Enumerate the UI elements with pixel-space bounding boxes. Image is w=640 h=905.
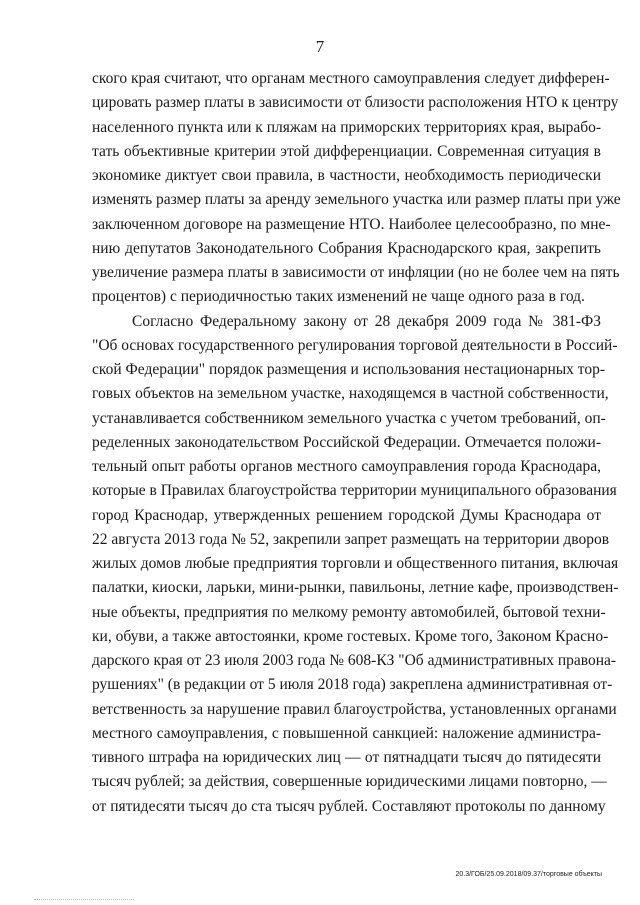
- document-body: [92, 67, 621, 819]
- text-line: заключенном договоре на размещение НТО. Наиболее целесообразно, по мне-: [92, 215, 611, 233]
- text-line: местного самоуправления, с повышенной санкцией: наложение администра-: [92, 724, 601, 742]
- text-line: от пятидесяти тысяч до ста тысяч рублей. Составляют протоколы по данному: [92, 797, 606, 815]
- text-line: Согласно Федеральному закону от 28 декабря 2009 года № 381-ФЗ: [132, 312, 601, 330]
- text-line: устанавливается собственником земельного участка с учетом требований, оп-: [92, 409, 606, 427]
- text-line: жилых домов любые предприятия торговли и общественного питания, включая: [92, 555, 619, 572]
- text-line: экономике диктует свои правила, в частности, необходимость периодически: [92, 167, 601, 184]
- page-number: 7: [315, 37, 325, 56]
- text-line: тельный опыт работы органов местного самоуправления города Краснодара,: [92, 458, 601, 475]
- text-line: изменять размер платы за аренду земельного участка или размер платы при уже: [92, 191, 621, 209]
- text-line: "Об основах государственного регулирования торговой деятельности в Россий-: [92, 336, 618, 354]
- text-line: говых объектов на земельном участке, находящемся в частной собственности,: [92, 385, 609, 403]
- text-line: город Краснодар, утвержденных решением городской Думы Краснодара от: [92, 506, 601, 524]
- text-line: ределенных законодательством Российской Федерации. Отмечается положи-: [92, 433, 601, 451]
- text-line: которые в Правилах благоустройства территории муниципального образования: [92, 482, 617, 500]
- text-line: процентов) с периодичностью таких изменений не чаще одного раза в год.: [92, 288, 585, 306]
- text-line: ветственность за нарушение правил благоустройства, установленных органами: [92, 700, 617, 718]
- scan-edge-divider: [34, 899, 134, 900]
- text-line: ской Федерации" порядок размещения и использования нестационарных тор-: [92, 361, 606, 378]
- text-line: палатки, киоски, ларьки, мини-рынки, павильоны, летние кафе, производствен-: [92, 579, 619, 597]
- text-line: населенного пункта или к пляжам на приморских территориях края, вырабо-: [92, 118, 601, 136]
- text-line: 22 августа 2013 года № 52, закрепили запрет размещать на территории дворов: [92, 530, 610, 548]
- text-line: рушениях" (в редакции от 5 июля 2018 года) закреплена административная от-: [92, 676, 613, 694]
- text-line: ского края считают, что органам местного самоуправления следует дифферен-: [92, 70, 610, 87]
- text-line: тысяч рублей; за действия, совершенные юридическими лицами повторно, —: [92, 773, 607, 791]
- document-footer-code: 20.3/ГОБ/25.09.2018/09.37/торговые объекты: [455, 871, 602, 878]
- text-line: цировать размер платы в зависимости от близости расположения НТО к центру: [92, 94, 619, 112]
- text-line: ные объекты, предприятия по мелкому ремонту автомобилей, бытовой техни-: [92, 603, 606, 621]
- text-line: тивного штрафа на юридических лиц — от пятнадцати тысяч до пятидесяти: [92, 749, 601, 766]
- text-line: дарского края от 23 июля 2003 года № 608-КЗ "Об административных правона-: [92, 652, 617, 669]
- text-line: ки, обуви, а также автостоянки, кроме гостевых. Кроме того, Законом Красно-: [92, 627, 609, 645]
- text-line: нию депутатов Законодательного Собрания Краснодарского края, закрепить: [92, 239, 601, 257]
- text-line: увеличение размера платы в зависимости от инфляции (но не более чем на пять: [92, 264, 620, 281]
- text-line: тать объективные критерии этой дифференциации. Современная ситуация в: [92, 142, 601, 160]
